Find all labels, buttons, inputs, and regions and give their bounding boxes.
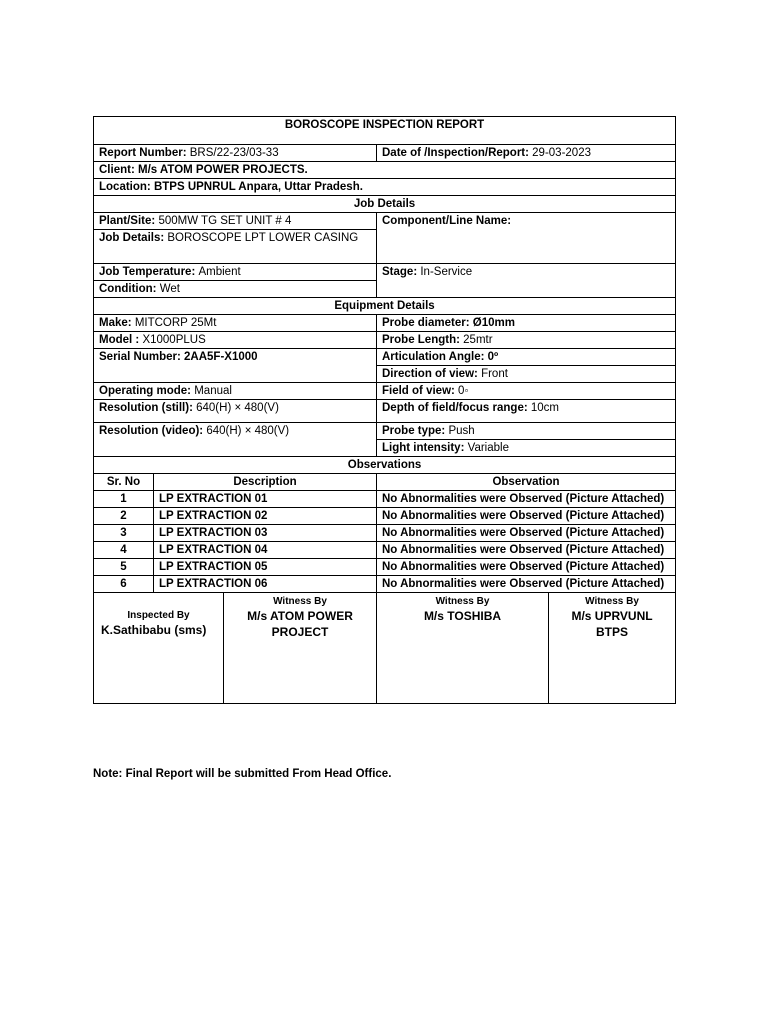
sr-no: 2 [94, 508, 154, 525]
col-header-observation: Observation [377, 474, 676, 491]
make: Make: MITCORP 25Mt [94, 315, 377, 332]
sr-no: 5 [94, 559, 154, 576]
report-date: Date of /Inspection/Report: 29-03-2023 [377, 145, 676, 162]
description: LP EXTRACTION 05 [154, 559, 377, 576]
witness-atom-cell [224, 593, 377, 704]
job-details-heading: Job Details [94, 196, 676, 213]
articulation-angle: Articulation Angle: 0º [377, 349, 676, 366]
witness-name: M/s TOSHIBA [423, 609, 502, 623]
description: LP EXTRACTION 03 [154, 525, 377, 542]
resolution-still: Resolution (still): 640(H) × 480(V) [94, 400, 377, 423]
table-row [94, 576, 676, 593]
table-row [94, 491, 676, 508]
direction-of-view: Direction of view: Front [377, 366, 676, 383]
observations-heading: Observations [94, 457, 676, 474]
sr-no: 3 [94, 525, 154, 542]
description: LP EXTRACTION 06 [154, 576, 377, 593]
final-report-note: Note: Final Report will be submitted From Head Office. [93, 768, 392, 780]
equipment-details-heading: Equipment Details [94, 298, 676, 315]
resolution-video: Resolution (video): 640(H) × 480(V) [94, 423, 377, 457]
witness-label: Witness By [585, 596, 639, 607]
witness-name: M/s ATOM POWER PROJECT [247, 609, 353, 639]
depth-of-field: Depth of field/focus range: 10cm [377, 400, 676, 423]
table-row [94, 508, 676, 525]
inspector-name: K.Sathibabu (sms) [101, 623, 207, 637]
condition: Condition: Wet [94, 281, 377, 298]
probe-type: Probe type: Push [377, 423, 676, 440]
light-intensity: Light intensity: Variable [377, 440, 676, 457]
sr-no: 6 [94, 576, 154, 593]
client: Client: M/s ATOM POWER PROJECTS. [94, 162, 676, 179]
observation: No Abnormalities were Observed (Picture Attached) [377, 559, 676, 576]
job-temperature: Job Temperature: Ambient [94, 264, 377, 281]
sr-no: 4 [94, 542, 154, 559]
serial-number: Serial Number: 2AA5F-X1000 [94, 349, 377, 383]
description: LP EXTRACTION 02 [154, 508, 377, 525]
observation: No Abnormalities were Observed (Picture Attached) [377, 491, 676, 508]
report-title: BOROSCOPE INSPECTION REPORT [94, 117, 676, 145]
witness-name: M/s UPRVUNL BTPS [571, 609, 653, 639]
probe-length: Probe Length: 25mtr [377, 332, 676, 349]
component-line-name: Component/Line Name: [377, 213, 676, 264]
model: Model : X1000PLUS [94, 332, 377, 349]
witness-toshiba-cell [377, 593, 549, 704]
observation: No Abnormalities were Observed (Picture Attached) [377, 508, 676, 525]
sr-no: 1 [94, 491, 154, 508]
witness-label: Witness By [273, 596, 327, 607]
observation: No Abnormalities were Observed (Picture Attached) [377, 525, 676, 542]
witness-uprvunl-cell [549, 593, 676, 704]
description: LP EXTRACTION 04 [154, 542, 377, 559]
signature-row [94, 593, 676, 704]
observation: No Abnormalities were Observed (Picture Attached) [377, 542, 676, 559]
observation: No Abnormalities were Observed (Picture Attached) [377, 576, 676, 593]
table-row [94, 559, 676, 576]
report-number: Report Number: BRS/22-23/03-33 [94, 145, 377, 162]
table-row [94, 525, 676, 542]
operating-mode: Operating mode: Manual [94, 383, 377, 400]
inspection-report-table [93, 116, 676, 704]
description: LP EXTRACTION 01 [154, 491, 377, 508]
plant-site: Plant/Site: 500MW TG SET UNIT # 4 [94, 213, 377, 230]
col-header-description: Description [154, 474, 377, 491]
inspected-by-cell [94, 593, 224, 704]
witness-label: Witness By [435, 596, 490, 607]
table-row [94, 542, 676, 559]
job-details: Job Details: BOROSCOPE LPT LOWER CASING [94, 230, 377, 264]
col-header-sr-no: Sr. No [94, 474, 154, 491]
field-of-view: Field of view: 0◦ [377, 383, 676, 400]
location: Location: BTPS UPNRUL Anpara, Uttar Pradesh. [94, 179, 676, 196]
stage: Stage: In-Service [377, 264, 676, 298]
inspected-by-label: Inspected By [127, 610, 190, 621]
probe-diameter: Probe diameter: Ø10mm [377, 315, 676, 332]
